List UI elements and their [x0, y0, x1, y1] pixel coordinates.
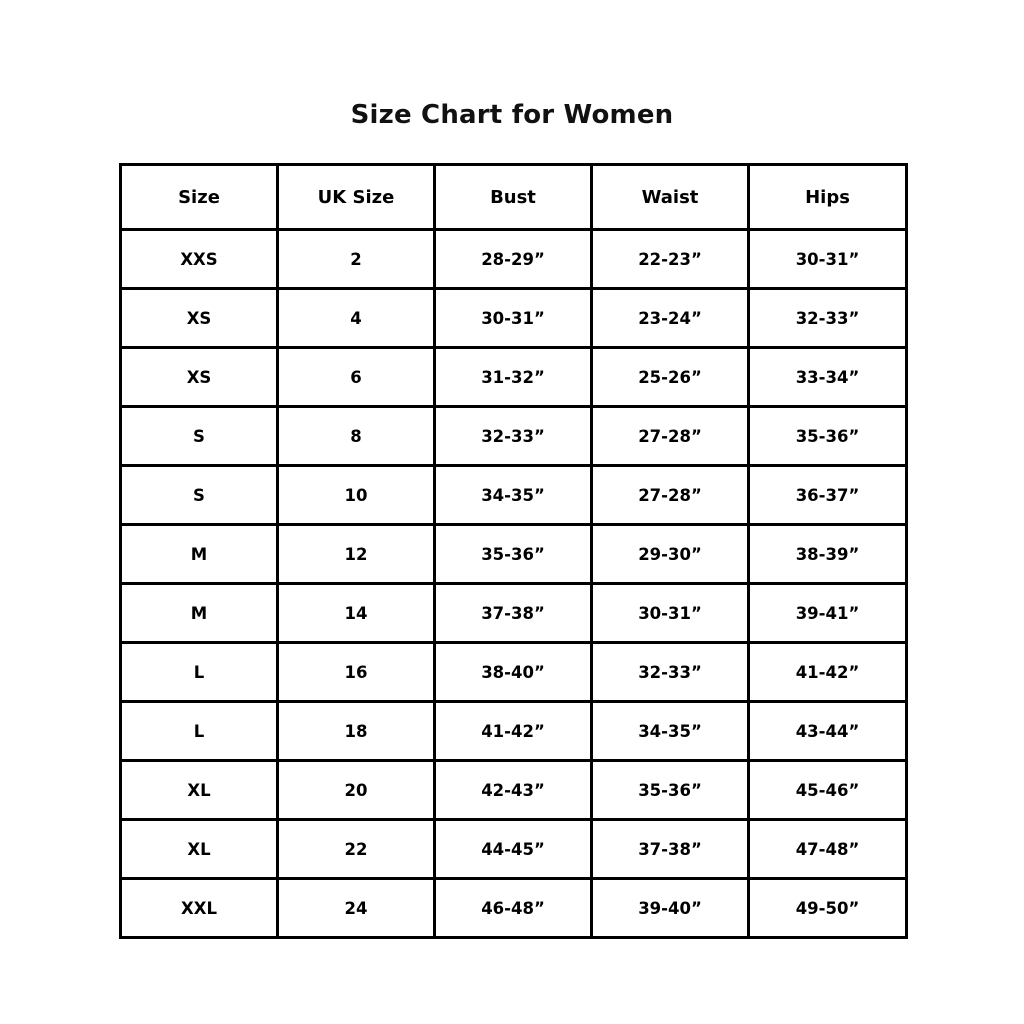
table-cell: 16: [278, 643, 435, 702]
table-cell: 45-46”: [749, 761, 907, 820]
page-title: Size Chart for Women: [350, 100, 674, 130]
table-cell: 32-33”: [435, 407, 592, 466]
table-cell: XS: [121, 289, 278, 348]
table-cell: 30-31”: [749, 230, 907, 289]
table-cell: 18: [278, 702, 435, 761]
table-cell: 46-48”: [435, 879, 592, 938]
table-cell: XXL: [121, 879, 278, 938]
table-cell: 22: [278, 820, 435, 879]
table-cell: 42-43”: [435, 761, 592, 820]
table-cell: 6: [278, 348, 435, 407]
table-cell: 8: [278, 407, 435, 466]
table-cell: 23-24”: [592, 289, 749, 348]
table-row: [121, 702, 907, 761]
table-cell: 37-38”: [435, 584, 592, 643]
table-row: [121, 761, 907, 820]
table-cell: 38-40”: [435, 643, 592, 702]
table-cell: 25-26”: [592, 348, 749, 407]
table-cell: XL: [121, 820, 278, 879]
table-cell: XS: [121, 348, 278, 407]
table-cell: 28-29”: [435, 230, 592, 289]
table-cell: 32-33”: [749, 289, 907, 348]
table-cell: 35-36”: [749, 407, 907, 466]
table-cell: XL: [121, 761, 278, 820]
table-cell: 30-31”: [592, 584, 749, 643]
table-row: [121, 466, 907, 525]
table-row: [121, 289, 907, 348]
table-cell: 35-36”: [592, 761, 749, 820]
size-chart-table: [119, 163, 908, 939]
table-cell: 30-31”: [435, 289, 592, 348]
column-header: UK Size: [278, 165, 435, 230]
table-row: [121, 584, 907, 643]
table-cell: M: [121, 525, 278, 584]
column-header: Waist: [592, 165, 749, 230]
table-cell: 31-32”: [435, 348, 592, 407]
table-row: [121, 348, 907, 407]
table-cell: L: [121, 702, 278, 761]
table-row: [121, 407, 907, 466]
table-row: [121, 879, 907, 938]
table-cell: 24: [278, 879, 435, 938]
table-cell: 4: [278, 289, 435, 348]
table-cell: 2: [278, 230, 435, 289]
table-cell: 22-23”: [592, 230, 749, 289]
size-chart-table-container: [119, 163, 905, 939]
table-cell: S: [121, 466, 278, 525]
column-header: Bust: [435, 165, 592, 230]
table-cell: 33-34”: [749, 348, 907, 407]
table-body: [121, 230, 907, 938]
table-cell: 34-35”: [435, 466, 592, 525]
column-header: Size: [121, 165, 278, 230]
table-cell: 14: [278, 584, 435, 643]
table-cell: L: [121, 643, 278, 702]
table-cell: 43-44”: [749, 702, 907, 761]
table-cell: M: [121, 584, 278, 643]
table-cell: XXS: [121, 230, 278, 289]
table-cell: 35-36”: [435, 525, 592, 584]
table-cell: S: [121, 407, 278, 466]
table-cell: 36-37”: [749, 466, 907, 525]
table-cell: 12: [278, 525, 435, 584]
table-cell: 37-38”: [592, 820, 749, 879]
table-row: [121, 643, 907, 702]
table-cell: 39-41”: [749, 584, 907, 643]
table-cell: 38-39”: [749, 525, 907, 584]
table-row: [121, 525, 907, 584]
table-cell: 20: [278, 761, 435, 820]
table-header-row: [121, 165, 907, 230]
table-cell: 27-28”: [592, 466, 749, 525]
column-header: Hips: [749, 165, 907, 230]
table-cell: 27-28”: [592, 407, 749, 466]
table-cell: 10: [278, 466, 435, 525]
table-header: [121, 165, 907, 230]
table-cell: 34-35”: [592, 702, 749, 761]
table-cell: 29-30”: [592, 525, 749, 584]
table-cell: 41-42”: [435, 702, 592, 761]
table-row: [121, 230, 907, 289]
table-cell: 49-50”: [749, 879, 907, 938]
table-row: [121, 820, 907, 879]
table-cell: 41-42”: [749, 643, 907, 702]
table-cell: 32-33”: [592, 643, 749, 702]
table-cell: 47-48”: [749, 820, 907, 879]
table-cell: 44-45”: [435, 820, 592, 879]
table-cell: 39-40”: [592, 879, 749, 938]
